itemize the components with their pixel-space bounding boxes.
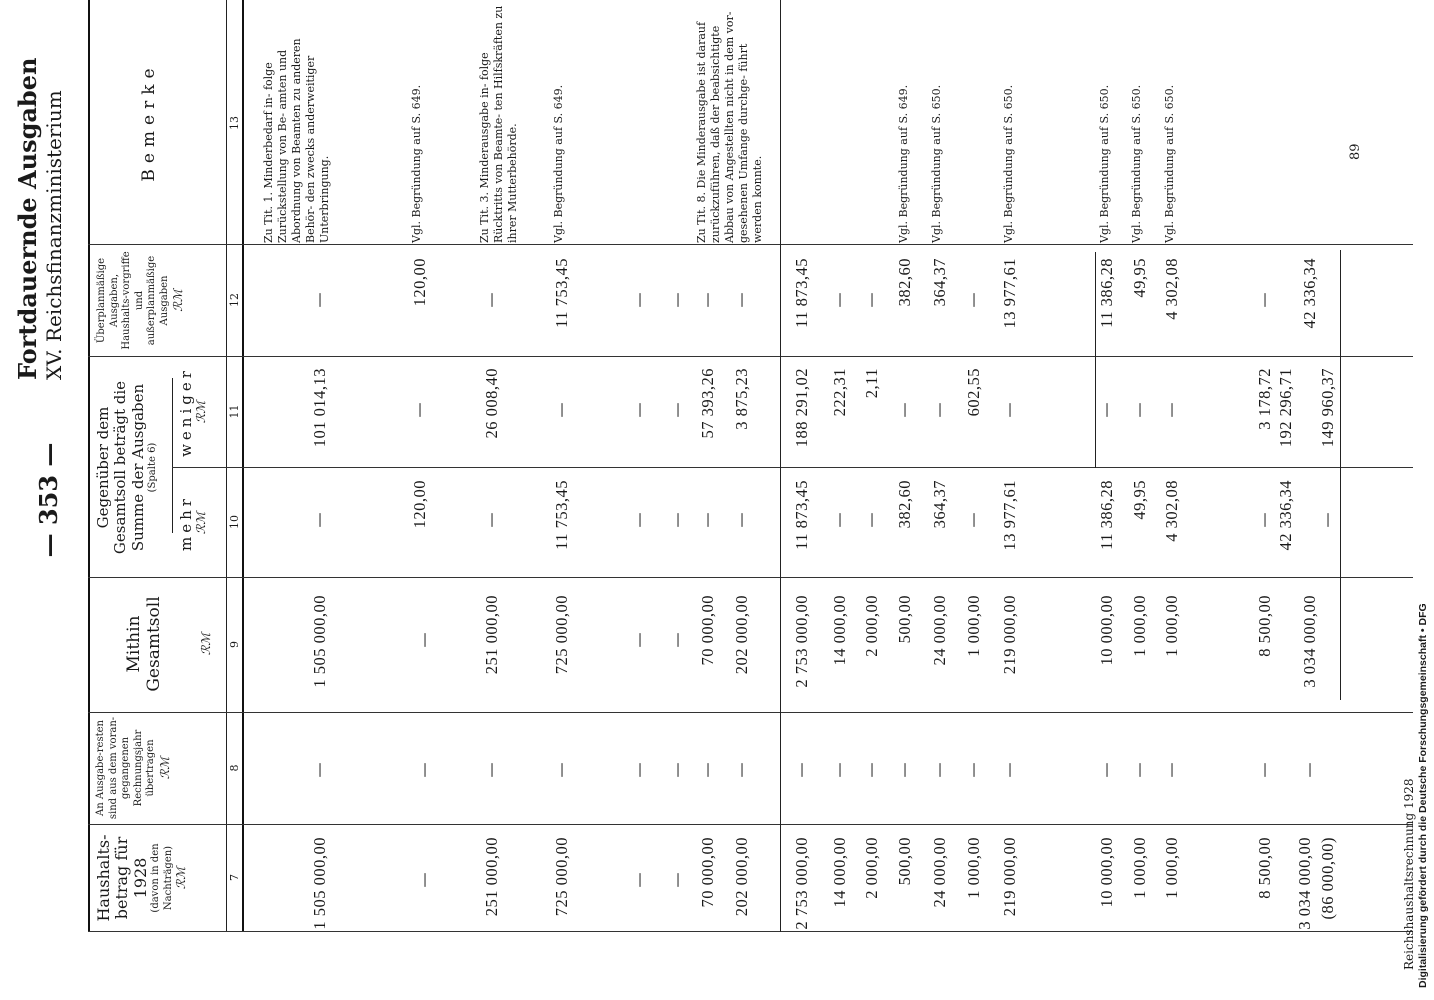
cell-c2-c7: 1 000,00 [1130,837,1149,899]
cell-r3-c9: 251 000,00 [482,595,501,675]
cell-b5-c9: 1 000,00 [964,595,983,657]
cell-b6-c10: 13 977,61 [1000,480,1019,551]
dash: — [668,402,686,418]
cell-b5-c7: 1 000,00 [964,837,983,899]
header-col8-label: An Ausgabe-resten sind aus dem voran-gegangenen Rechnungsjahr übertragen [95,716,156,820]
page-title: Fortdauernde Ausgaben [13,57,42,380]
cell-c2-c9: 1 000,00 [1130,595,1149,657]
cell-b5-c11: 602,55 [964,368,983,417]
remark-tit8: Zu Tit. 8. Die Minderausgabe ist darauf zurückzuführen, daß der beabsichtigte Abbau von Angestellten nicht in dem vor- gesehenen Umfange durchge- führt werden konnte. [695,11,764,243]
cell-b3-c9: 500,00 [895,595,914,644]
remark-b3: Vgl. Begründung auf S. 649. [897,84,910,243]
cell-tot-c9: 3 034 000,00 [1300,595,1319,688]
dash: — [1162,762,1180,778]
cell-c3-c12: 4 302,08 [1162,258,1181,320]
colno-8: 8 [228,764,241,772]
cell-r4-c7: 725 000,00 [552,837,571,917]
dash: — [1300,762,1318,778]
colno-9: 9 [228,641,241,648]
cell-s1-c7: 2 753 000,00 [792,837,811,930]
header-col10 [178,471,209,575]
cell-c2-c12: 49,95 [1130,258,1149,298]
cell-c1-c10: 11 386,28 [1097,480,1116,550]
dash: — [964,292,982,308]
column-number-rule [226,0,227,932]
cell-r1-c9: 1 505 000,00 [310,595,329,688]
dash: — [732,292,750,308]
cell-c2-c10: 49,95 [1130,480,1149,520]
dash: — [698,762,716,778]
dash: — [698,292,716,308]
dash: — [668,512,686,528]
dash: — [830,762,848,778]
dash: — [1000,762,1018,778]
header-col7-unit: ℛℳ [174,866,189,890]
col-divider-11 [88,356,1413,357]
cell-tot-c7: 3 034 000,00 [1295,837,1314,930]
header-col9 [125,580,214,708]
cell-r1-c7: 1 505 000,00 [310,837,329,930]
cell-b6-c9: 219 000,00 [1000,595,1019,675]
dash: — [310,512,328,528]
cell-r7-c7: 70 000,00 [698,837,717,908]
header-col9-label: Mithin Gesamtsoll [124,596,164,692]
dash: — [930,402,948,418]
col-divider-0 [88,931,1413,932]
cell-c1-c12: 11 386,28 [1097,258,1116,328]
cell-s1-c9: 2 753 000,00 [792,595,811,688]
col-divider-12 [88,244,1413,245]
header-col11-label: weniger [177,367,195,457]
colno-10: 10 [228,515,241,529]
colno-7: 7 [228,874,241,881]
cell-c1-c9: 10 000,00 [1097,595,1116,666]
page-number: — 353 — [34,442,63,558]
colno-13: 13 [228,116,241,130]
header-col7-sub: (davon in den Nachträgen) [150,843,174,913]
header-col11-unit: ℛℳ [194,400,209,424]
dash: — [964,762,982,778]
dash: — [830,512,848,528]
cell-r3-c7: 251 000,00 [482,837,501,917]
cell-b4-c7: 24 000,00 [930,837,949,908]
dash: — [630,632,648,648]
cell-r8-c9: 202 000,00 [732,595,751,675]
dash: — [482,762,500,778]
cell-s1-c12: 11 873,45 [792,258,811,328]
cell-b4-c9: 24 000,00 [930,595,949,666]
dfg-watermark [1417,8,1431,992]
dash: — [698,512,716,528]
cell-r4-c10: 11 753,45 [552,480,571,550]
page-subtitle: XV. Reichsfinanzministerium [42,90,66,380]
dash: — [895,402,913,418]
cell-r2-c10: 120,00 [410,480,429,529]
header-col10-11-label: Gegenüber dem Gesamtsoll beträgt die Summe der Ausgaben [94,380,147,555]
cell-b3-c12: 382,60 [895,258,914,307]
remark-r4: Vgl. Begründung auf S. 649. [552,84,565,243]
colno-11: 11 [228,404,241,419]
cell-b6-c7: 219 000,00 [1000,837,1019,917]
dash: — [310,292,328,308]
header-bottom-rule [242,0,244,932]
header-col12 [96,247,186,354]
cell-b2-c7: 2 000,00 [862,837,881,899]
table-top-rule [88,0,90,932]
cell-d1-c9: 8 500,00 [1255,595,1274,657]
dash: — [1318,512,1336,528]
dash: — [415,762,433,778]
cell-b1-c7: 14 000,00 [830,837,849,908]
mehr-weniger-rule [172,378,173,533]
dash: — [668,292,686,308]
dash: — [552,402,570,418]
dash: — [732,512,750,528]
dash: — [732,762,750,778]
dfg-watermark-text: Digitalisierung gefördert durch die Deutsche Forschungsgemeinschaft • DFG [1417,603,1429,988]
page-heading [14,0,66,380]
cell-b2-c11: 2,11 [862,368,881,399]
cell-b1-c9: 14 000,00 [830,595,849,666]
remark-tit3: Zu Tit. 3. Minderausgabe in- folge Rücktritts von Beamte- ten Hilfskräften zu ihrer Mutterbehörde. [478,5,519,243]
dash: — [668,872,686,888]
dash: — [630,292,648,308]
dash: — [668,632,686,648]
cell-b4-c12: 364,37 [930,258,949,307]
cell-c1-c7: 10 000,00 [1097,837,1116,908]
dash: — [930,762,948,778]
dash: — [1097,762,1115,778]
cell-r7-c11: 57 393,26 [698,368,717,439]
dash: — [792,762,810,778]
cell-tot-c11: 192 296,71 [1276,368,1295,448]
cell-r1-c11: 101 014,13 [310,368,329,448]
header-col10-label: mehr [177,495,195,551]
dash: — [1255,762,1273,778]
cell-b2-c9: 2 000,00 [862,595,881,657]
dash: — [630,512,648,528]
cell-r4-c9: 725 000,00 [552,595,571,675]
cell-r8-c11: 3 875,23 [732,368,751,430]
cell-c3-c7: 1 000,00 [1162,837,1181,899]
header-col12-unit: ℛℳ [171,289,185,312]
cell-tot-c7b: (86 000,00) [1318,837,1337,920]
dash: — [552,762,570,778]
dash: — [310,762,328,778]
remark-c2: Vgl. Begründung auf S. 650. [1130,84,1143,243]
dash: — [630,402,648,418]
header-col8-unit: ℛℳ [157,756,172,780]
remark-c3: Vgl. Begründung auf S. 650. [1163,84,1176,243]
total-rule-12b [1340,250,1341,700]
cell-d1-c7: 8 500,00 [1255,837,1274,899]
cell-s1-c10: 11 873,45 [792,480,811,550]
dash: — [830,292,848,308]
header-col10-unit: ℛℳ [194,511,209,535]
dash: — [1162,402,1180,418]
cell-tot-c12: 42 336,34 [1300,258,1319,329]
dash: — [895,762,913,778]
dash: — [1000,402,1018,418]
remark-b4: Vgl. Begründung auf S. 650. [930,84,943,243]
dash: — [862,512,880,528]
cell-b3-c7: 500,00 [895,837,914,886]
col-divider-9 [88,577,1413,578]
col-divider-10 [172,467,1413,468]
dash: — [410,402,428,418]
cell-tot-c10: 42 336,34 [1276,480,1295,551]
dash: — [668,762,686,778]
dash: — [630,872,648,888]
header-col10-11-sub: (Spalte 6) [146,442,158,493]
cell-b4-c10: 364,37 [930,480,949,529]
dash: — [482,512,500,528]
total-rule-12 [1095,252,1096,468]
dash: — [862,292,880,308]
cell-b6-c12: 13 977,61 [1000,258,1019,329]
header-col12-label: Überplanmäßige Ausgaben, Haushalts-vorgriffe und außerplanmäßige Ausgaben [96,251,170,350]
side-page-number: 89 [1348,143,1363,160]
cell-c3-c9: 1 000,00 [1162,595,1181,657]
dash: — [415,632,433,648]
header-col11 [178,359,209,465]
dash: — [1255,292,1273,308]
header-col10-11 [95,365,159,570]
cell-r2-c12: 120,00 [410,258,429,307]
header-col7-label: Haushalts-betrag für 1928 [94,834,150,922]
colno-12: 12 [228,293,241,307]
remark-r2: Vgl. Begründung auf S. 649. [410,84,423,243]
header-col8 [95,716,173,820]
header-col13: Bemerke [139,62,159,182]
remark-tit1: Zu Tit. 1. Minderbedarf in- folge Zurückstellung von Be- amten und Abordnung von Beamten zu anderen Behör- den zwecks anderweitiger Unterbringung. [262,38,331,243]
cell-r4-c12: 11 753,45 [552,258,571,328]
dash: — [862,762,880,778]
dash: — [1130,402,1148,418]
dash: — [1097,402,1115,418]
header-col9-unit: ℛℳ [199,632,214,656]
cell-b1-c11: 222,31 [830,368,849,417]
page-footer: Reichshaushaltsrechnung 1928 [1402,778,1416,970]
remark-c1: Vgl. Begründung auf S. 650. [1098,84,1111,243]
cell-s1-c11: 188 291,02 [792,368,811,448]
header-col7 [95,828,189,928]
dash: — [415,872,433,888]
cell-tot-c11b: 149 960,37 [1318,368,1337,448]
dash: — [964,512,982,528]
cell-d1-c11: 3 178,72 [1255,368,1274,430]
col-divider-7 [88,824,1413,825]
dash: — [482,292,500,308]
cell-r7-c9: 70 000,00 [698,595,717,666]
dash: — [1255,512,1273,528]
subtotal-rule [780,0,781,932]
cell-b3-c10: 382,60 [895,480,914,529]
cell-c3-c10: 4 302,08 [1162,480,1181,542]
cell-r3-c11: 26 008,40 [482,368,501,439]
cell-r8-c7: 202 000,00 [732,837,751,917]
remark-b6: Vgl. Begründung auf S. 650. [1002,84,1015,243]
dash: — [1130,762,1148,778]
dash: — [630,762,648,778]
col-divider-8 [88,712,1413,713]
